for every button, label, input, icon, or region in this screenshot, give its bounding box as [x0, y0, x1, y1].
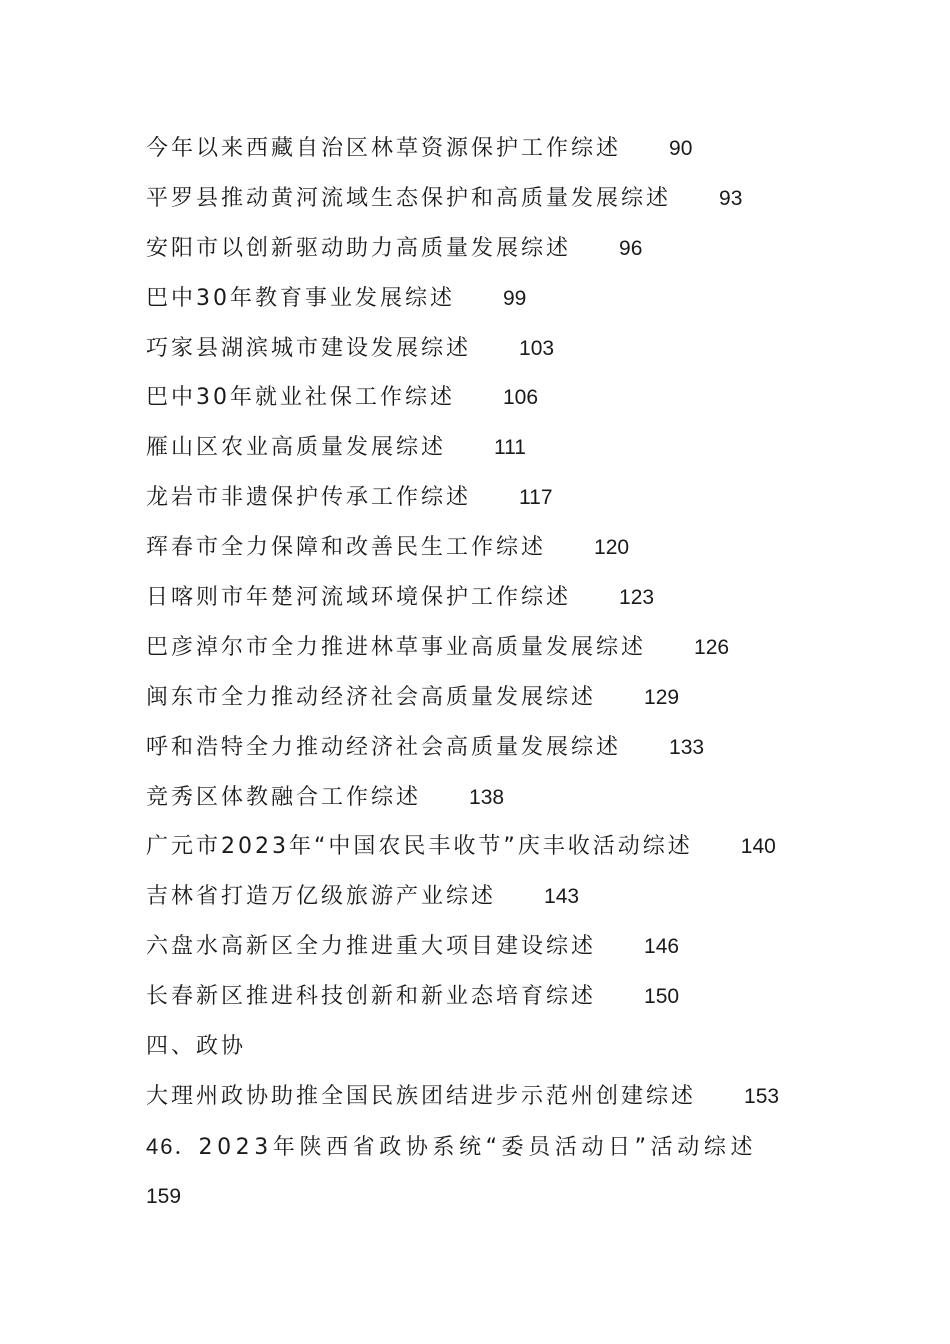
toc-entry-title: 安阳市以创新驱动助力高质量发展综述	[146, 235, 572, 261]
toc-entry-page: 153	[744, 1084, 780, 1108]
toc-entry-page: 133	[669, 735, 705, 759]
toc-entry[interactable]	[146, 822, 811, 872]
toc-entry-page: 146	[644, 935, 680, 959]
toc-entry-page: 93	[719, 186, 743, 210]
toc-entry-title: 长春新区推进科技创新和新业态培育综述	[146, 984, 597, 1010]
toc-entry-title: 广元市2023年“中国农民丰收节”庆丰收活动综述	[146, 834, 693, 860]
toc-entry-title: 吉林省打造万亿级旅游产业综述	[146, 884, 497, 910]
toc-entry-title: 六盘水高新区全力推进重大项目建设综述	[146, 934, 597, 960]
toc-entry-page: 117	[519, 486, 553, 510]
toc-entry-page: 103	[519, 336, 555, 360]
toc-entry-title: 平罗县推动黄河流域生态保护和高质量发展综述	[146, 185, 672, 211]
toc-entry-wrapped[interactable]	[146, 1122, 811, 1172]
toc-entry-title: 巴中30年就业社保工作综述	[146, 385, 455, 411]
toc-entry[interactable]	[146, 573, 811, 623]
toc-entry-title: 闽东市全力推动经济社会高质量发展综述	[146, 684, 597, 710]
toc-entry[interactable]	[146, 773, 811, 823]
toc-entry[interactable]	[146, 523, 811, 573]
toc-entry-title: 竞秀区体教融合工作综述	[146, 784, 422, 810]
toc-entry-page: 106	[503, 386, 539, 410]
toc-entry-title: 大理州政协助推全国民族团结进步示范州创建综述	[146, 1083, 697, 1109]
toc-entry[interactable]	[146, 623, 811, 673]
toc-entry-title: 呼和浩特全力推动经济社会高质量发展综述	[146, 734, 622, 760]
toc-entry[interactable]	[146, 673, 811, 723]
toc-entry-page: 159	[146, 1184, 182, 1208]
toc-entry-page: 150	[644, 985, 680, 1009]
toc-entry-title: 巴彦淖尔市全力推进林草事业高质量发展综述	[146, 634, 647, 660]
toc-entry[interactable]	[146, 124, 811, 174]
toc-entry-page: 140	[740, 835, 776, 859]
toc-entry-page: 99	[503, 286, 527, 310]
toc-entry[interactable]	[146, 473, 811, 523]
toc-entry-page: 96	[619, 236, 643, 260]
toc-entry-title: 2023年陕西省政协系统“委员活动日”活动综述	[198, 1134, 758, 1160]
toc-entry[interactable]	[146, 972, 811, 1022]
toc-entry-title: 雁山区农业高质量发展综述	[146, 435, 447, 461]
toc-entry[interactable]	[146, 174, 811, 224]
toc-entry-page: 123	[619, 586, 655, 610]
toc-entry-page: 111	[494, 436, 526, 460]
toc-entry-page: 126	[694, 635, 730, 659]
toc-entry[interactable]	[146, 922, 811, 972]
toc-entry-page: 143	[544, 885, 580, 909]
toc-entry-title: 珲春市全力保障和改善民生工作综述	[146, 535, 547, 561]
toc-entry-number: 46．	[146, 1133, 199, 1159]
toc-entry-page: 90	[669, 137, 693, 160]
toc-entry-title: 日喀则市年楚河流域环境保护工作综述	[146, 585, 572, 611]
toc-entry[interactable]	[146, 1072, 811, 1122]
toc-entry[interactable]	[146, 373, 811, 423]
toc-entry[interactable]	[146, 872, 811, 922]
toc-entry[interactable]	[146, 423, 811, 473]
toc-entry-title: 今年以来西藏自治区林草资源保护工作综述	[146, 136, 622, 161]
toc-entry[interactable]	[146, 274, 811, 324]
table-of-contents	[146, 124, 811, 1222]
toc-entry-title: 龙岩市非遗保护传承工作综述	[146, 485, 472, 511]
toc-entry-page: 129	[644, 685, 680, 709]
toc-entry[interactable]	[146, 324, 811, 374]
toc-entry[interactable]	[146, 723, 811, 773]
toc-entry-page: 120	[594, 536, 630, 560]
toc-entry-page: 138	[469, 785, 505, 809]
toc-entry-title: 巧家县湖滨城市建设发展综述	[146, 335, 472, 361]
section-heading: 四、政协	[146, 1034, 247, 1060]
toc-entry[interactable]	[146, 224, 811, 274]
toc-entry-title: 巴中30年教育事业发展综述	[146, 285, 455, 311]
